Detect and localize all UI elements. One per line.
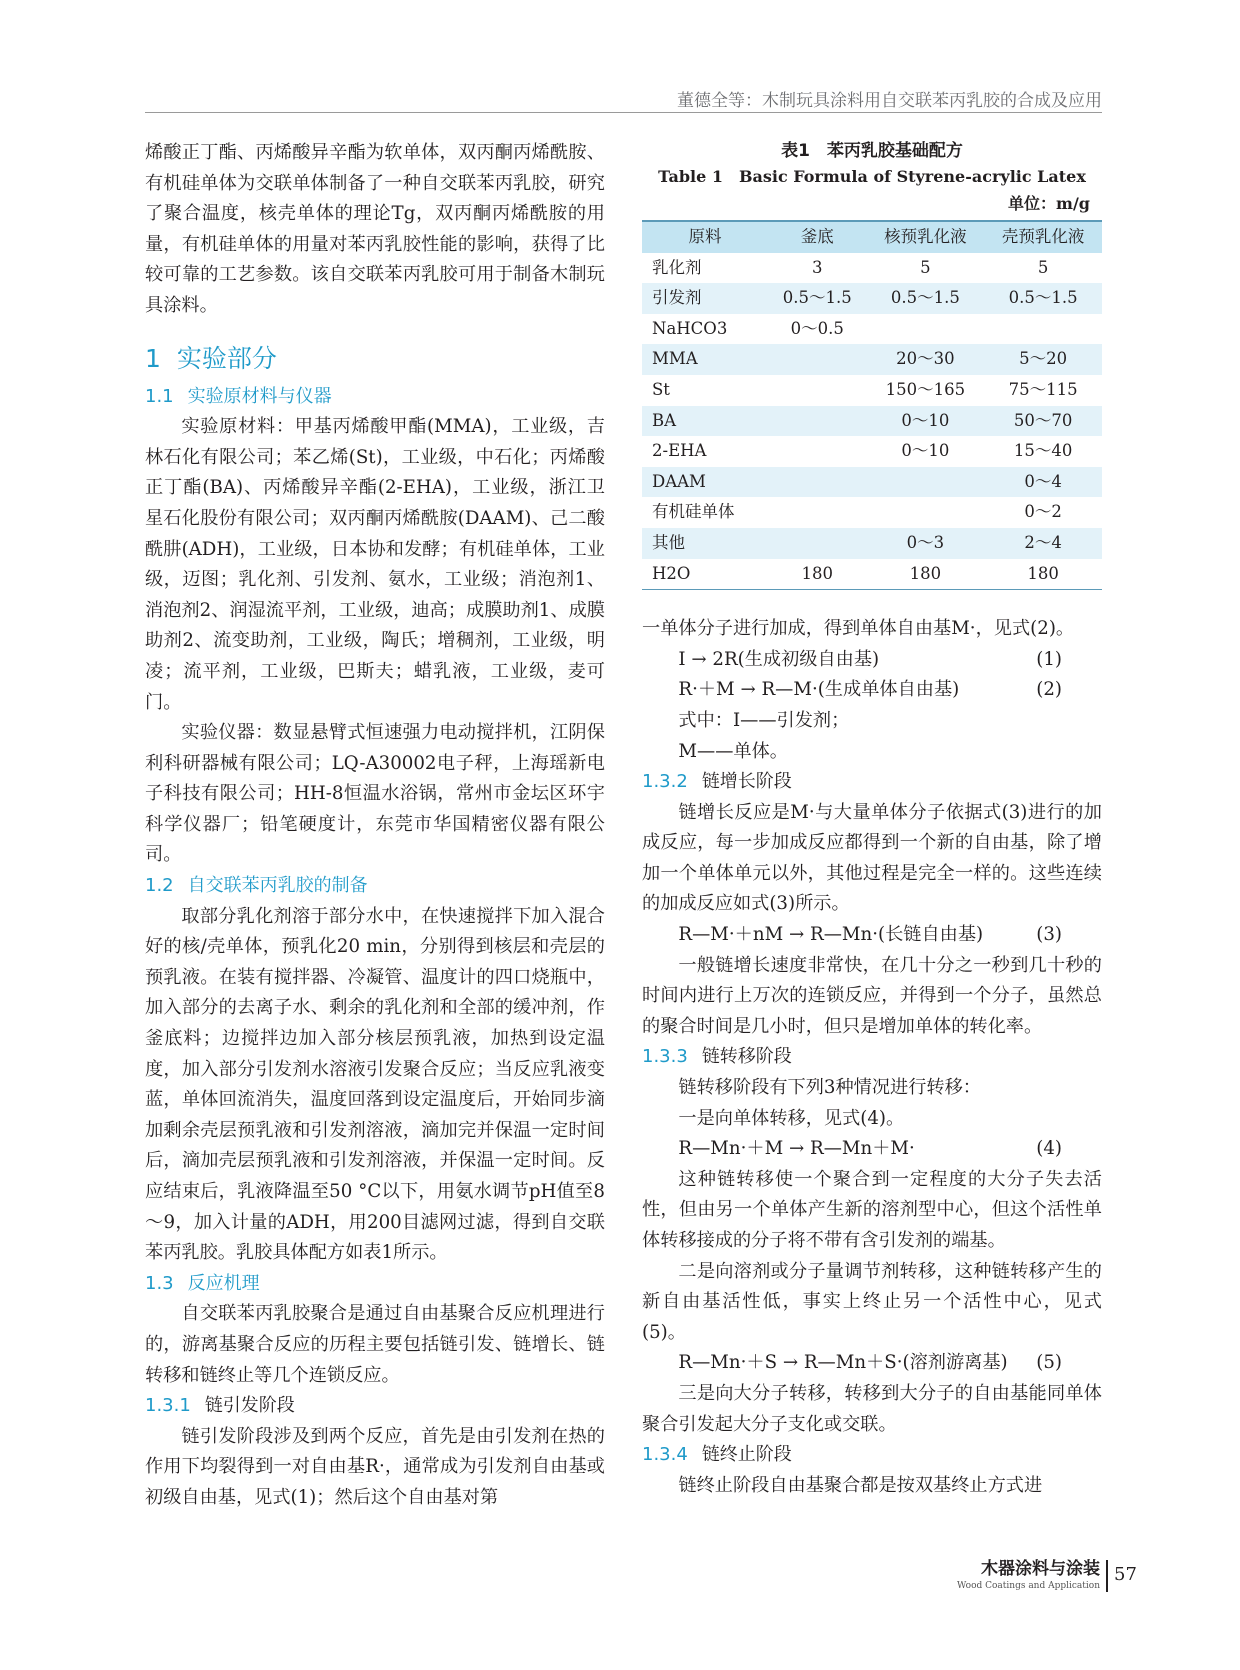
table-cell: 其他 [642, 528, 768, 559]
page-number: 57 [1106, 1560, 1137, 1592]
intro-paragraph: 烯酸正丁酯、丙烯酸异辛酯为软单体，双丙酮丙烯酰胺、有机硅单体为交联单体制备了一种自交联苯丙乳胶，研究了聚合温度，核壳单体的理论Tg，双丙酮丙烯酰胺的用量，有机硅单体的用量对苯丙乳胶性能的影响，获得了比较可靠的工艺参数。该自交联苯丙乳胶可用于制备木制玩具涂料。 [145, 142, 605, 316]
table-cell: 5～20 [984, 344, 1102, 375]
table-cell: 0～2 [1024, 502, 1062, 522]
equation-5: R—Mn·＋S → R—Mn＋S·(溶剂游离基) (5) [678, 1352, 1062, 1374]
equation-3: R—M·＋nM → R—Mn·(长链自由基) (3) [678, 924, 1062, 946]
table-cell: H2O [642, 559, 768, 590]
table-cell: 180 [866, 559, 984, 590]
table-cell: 0～4 [984, 467, 1102, 498]
where-line-2: M——单体。 [678, 740, 788, 762]
table-cell: 50～70 [984, 406, 1102, 437]
table-cell: 0.5～1.5 [768, 283, 866, 314]
table-row [642, 528, 1102, 559]
table-cell: 0～0.5 [790, 318, 844, 338]
journal-name-cn: 木器涂料与涂装 [981, 1559, 1100, 1579]
table-cell [768, 344, 866, 375]
equation-1: I → 2R(生成初级自由基) (1) [678, 648, 1062, 670]
running-title: 董德全等：木制玩具涂料用自交联苯丙乳胶的合成及应用 [677, 91, 1102, 111]
transfer-paragraph-2: 一是向单体转移，见式(4)。 [678, 1107, 905, 1129]
table-cell: 0.5～1.5 [866, 283, 984, 314]
transfer-paragraph-3: 这种链转移使一个聚合到一定程度的大分子失去活性，但由另一个单体产生新的溶剂型中心，但这个活性单体转移接成的分子将不带有含引发剂的端基。 [642, 1168, 1102, 1251]
equation-4: R—Mn·＋M → R—Mn＋M· (4) [678, 1138, 1062, 1160]
table-cell: 0～10 [901, 441, 950, 461]
table-cell: 5 [920, 257, 931, 277]
table-cell: 20～30 [866, 344, 984, 375]
mechanism-paragraph: 自交联苯丙乳胶聚合是通过自由基聚合反应机理进行的，游离基聚合反应的历程主要包括链引发、链增长、链转移和链终止等几个连锁反应。 [145, 1303, 605, 1386]
where-line-1: 式中：I——引发剂； [678, 709, 850, 731]
table-cell: 180 [984, 559, 1102, 590]
section-1-3-heading: 1.3 反应机理 [145, 1272, 260, 1294]
instruments-paragraph: 实验仪器：数显悬臂式恒速强力电动搅拌机，江阴保利科研器械有限公司；LQ-A30002电子秤，上海瑶新电子科技有限公司；HH-8恒温水浴锅，常州市金坛区环宇科学仪器厂；铅笔硬度计，东莞市华国精密仪器有限公司。 [145, 722, 605, 866]
initiation-paragraph: 链引发阶段涉及到两个反应，首先是由引发剂在热的作用下均裂得到一对自由基R·，通常成为引发剂自由基或初级自由基，见式(1)；然后这个自由基对第 [145, 1425, 605, 1508]
table-header-cell: 核预乳化液 [866, 221, 984, 253]
equation-2: R·＋M → R—M·(生成单体自由基) (2) [678, 679, 1062, 701]
section-1-2-heading: 1.2 自交联苯丙乳胶的制备 [145, 875, 368, 897]
section-1-heading: 1 实验部分 [145, 343, 277, 373]
table-row [642, 436, 1102, 467]
table-cell [768, 436, 866, 467]
formula-table [642, 220, 1102, 590]
transfer-paragraph-4: 二是向溶剂或分子量调节剂转移，这种链转移产生的新自由基活性低，事实上终止另一个活性中心，见式(5)。 [642, 1260, 1102, 1343]
table-cell: 0.5～1.5 [984, 283, 1102, 314]
table-cell [866, 497, 984, 528]
table-cell [768, 406, 866, 437]
table-cell: NaHCO3 [652, 318, 728, 338]
table-cell: St [652, 379, 670, 399]
journal-footer [900, 1558, 1100, 1592]
table-header-cell: 釜底 [768, 221, 866, 253]
table-cell [866, 314, 984, 345]
table-cell: DAAM [642, 467, 768, 498]
running-header [145, 86, 1102, 113]
growth-paragraph-2: 一般链增长速度非常快，在几十分之一秒到几十秒的时间内进行上万次的连锁反应，并得到一个分子，虽然总的聚合时间是几小时，但只是增加单体的转化率。 [642, 954, 1102, 1037]
termination-paragraph: 链终止阶段自由基聚合都是按双基终止方式进 [678, 1474, 1043, 1496]
materials-paragraph: 实验原材料：甲基丙烯酸甲酯(MMA)，工业级，吉林石化有限公司；苯乙烯(St)，工业级，中石化；丙烯酸正丁酯(BA)、丙烯酸异辛酯(2-EHA)，工业级，浙江卫星石化股份有限公司；双丙酮丙烯酰胺(DAAM)、己二酸酰肼(ADH)，工业级，日本协和发酵；有机硅单体，工业级，迈图；乳化剂、引发剂、氨水，工业级；消泡剂1、消泡剂2、润湿流平剂，工业级，迪高；成膜助剂1、成膜助剂2、流变助剂，工业级，陶氏；增稠剂，工业级，明凌；流平剂，工业级，巴斯夫；蜡乳液，工业级，麦可门。 [145, 416, 605, 713]
table-row [642, 314, 1102, 345]
table-body [642, 253, 1102, 590]
right-column [642, 138, 1102, 1501]
table-row [642, 467, 1102, 498]
transfer-paragraph-1: 链转移阶段有下列3种情况进行转移： [678, 1077, 981, 1099]
table-cell: BA [642, 406, 768, 437]
section-1-3-4-heading: 1.3.4 链终止阶段 [642, 1444, 792, 1466]
table-cell: 5 [1037, 257, 1049, 277]
section-1-1-heading: 1.1 实验原材料与仪器 [145, 385, 332, 407]
table-cell: 0～10 [866, 406, 984, 437]
table-cell [768, 375, 866, 406]
table-cell: MMA [642, 344, 768, 375]
table-row [642, 344, 1102, 375]
section-1-3-2-heading: 1.3.2 链增长阶段 [642, 771, 792, 793]
table-cell: 0～3 [866, 528, 984, 559]
table-caption-cn: 表1 苯丙乳胶基础配方 [781, 141, 963, 161]
table-cell: 15～40 [1013, 441, 1073, 461]
table-cell [768, 497, 866, 528]
table-row [642, 283, 1102, 314]
table-cell: 乳化剂 [652, 257, 702, 277]
table-header-cell: 原料 [642, 221, 768, 253]
table-cell: 3 [811, 257, 823, 277]
section-1-3-1-heading: 1.3.1 链引发阶段 [145, 1395, 295, 1417]
transfer-paragraph-5: 三是向大分子转移，转移到大分子的自由基能同单体聚合引发起大分子支化或交联。 [642, 1382, 1102, 1435]
table-cell [984, 314, 1102, 345]
table-unit: 单位：m/g [1008, 194, 1090, 213]
table-cell: 150～165 [885, 379, 966, 399]
left-column [145, 138, 605, 1514]
table-cell: 2-EHA [652, 441, 707, 461]
preparation-paragraph: 取部分乳化剂溶于部分水中，在快速搅拌下加入混合好的核/壳单体，预乳化20 min，分别得到核层和壳层的预乳液。在装有搅拌器、冷凝管、温度计的四口烧瓶中，加入部分的去离子水、剩余的乳化剂和全部的缓冲剂，作釜底料；边搅拌边加入部分核层预乳液，加热到设定温度，加入部分引发剂水溶液引发聚合反应；当反应乳液变蓝，单体回流消失，温度回落到设定温度后，开始同步滴加剩余壳层预乳液和引发剂溶液，滴加完并保温一定时间后，滴加壳层预乳液和引发剂溶液，并保温一定时间。反应结束后，乳液降温至50 °C以下，用氨水调节pH值至8～9，加入计量的ADH，用200目滤网过滤，得到自交联苯丙乳胶。乳胶具体配方如表1所示。 [145, 905, 605, 1264]
table-caption-en: Table 1 Basic Formula of Styrene-acrylic Latex [658, 167, 1086, 186]
table-row [642, 406, 1102, 437]
table-cell: 75～115 [1008, 379, 1078, 399]
table-cell: 有机硅单体 [652, 502, 735, 522]
table-row [642, 497, 1102, 528]
section-1-3-3-heading: 1.3.3 链转移阶段 [642, 1046, 792, 1068]
continuation-paragraph: 一单体分子进行加成，得到单体自由基M·，见式(2)。 [642, 618, 1075, 640]
table-cell: 2～4 [984, 528, 1102, 559]
table-header-row [642, 221, 1102, 253]
table-cell [768, 467, 866, 498]
table-row [642, 253, 1102, 284]
growth-paragraph-1: 链增长反应是M·与大量单体分子依据式(3)进行的加成反应，每一步加成反应都得到一个新的自由基，除了增加一个单体单元以外，其他过程是完全一样的。这些连续的加成反应如式(3)所示。 [642, 801, 1102, 915]
table-cell [768, 528, 866, 559]
table-cell: 引发剂 [642, 283, 768, 314]
table-row [642, 375, 1102, 406]
table-header-cell: 壳预乳化液 [984, 221, 1102, 253]
table-row [642, 559, 1102, 590]
table-cell [866, 467, 984, 498]
journal-name-en: Wood Coatings and Application [957, 1581, 1100, 1591]
table-cell: 180 [768, 559, 866, 590]
